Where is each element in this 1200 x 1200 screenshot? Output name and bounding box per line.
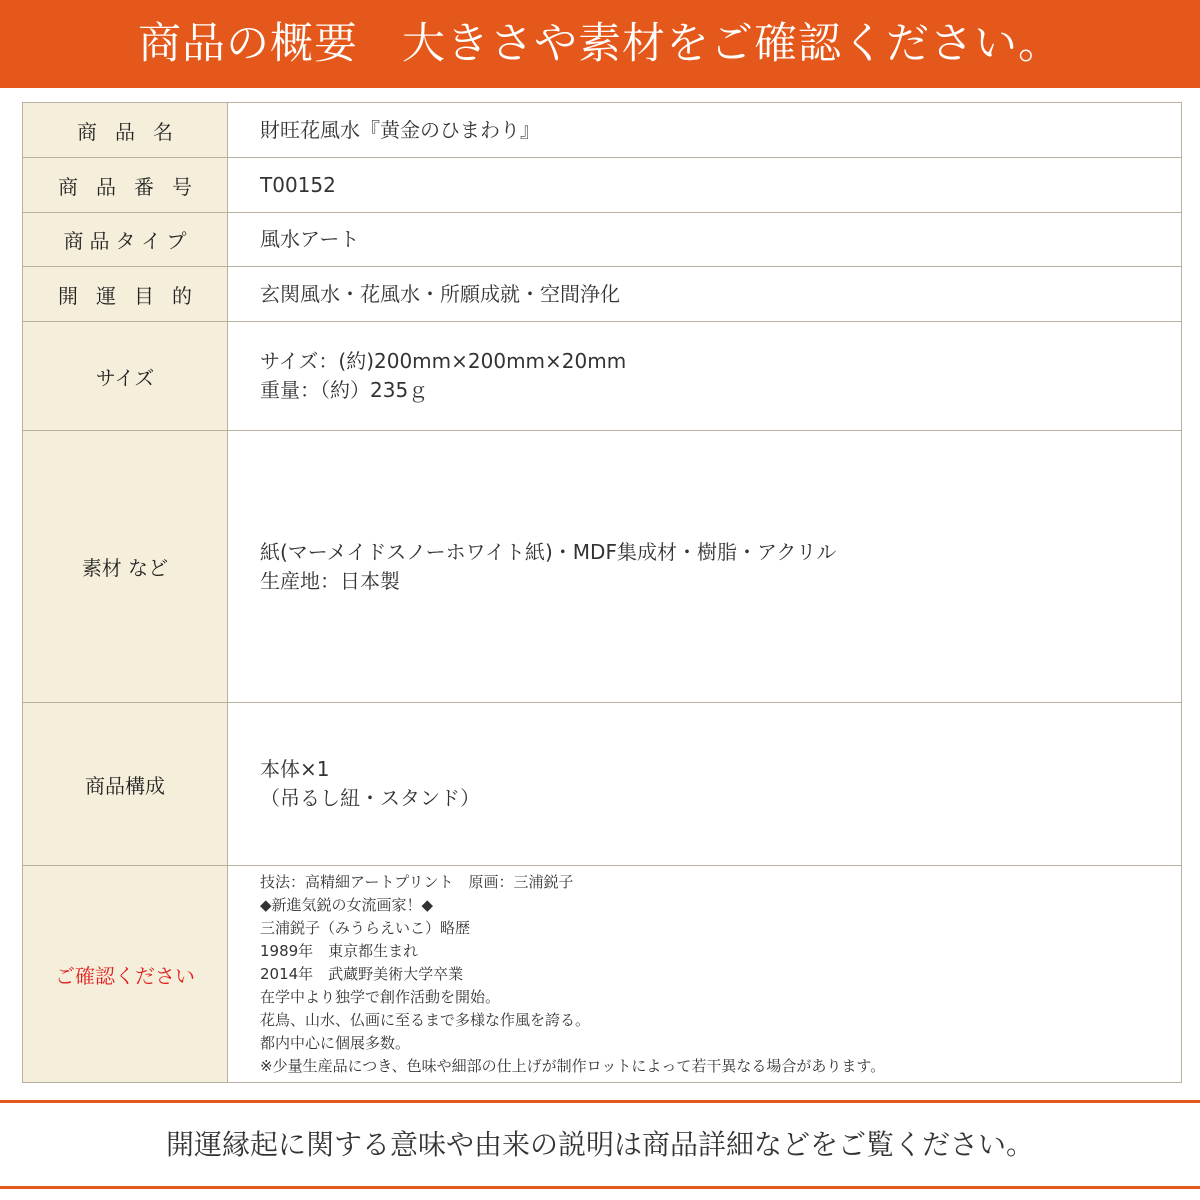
- row-label: 商品名: [77, 119, 191, 144]
- table-row: [23, 322, 1182, 431]
- row-value: 玄関風水・花風水・所願成就・空間浄化: [260, 281, 620, 306]
- origin-line: 生産地：日本製: [260, 568, 400, 593]
- row-label: 商品構成: [85, 773, 165, 798]
- label-notice: [23, 866, 228, 1083]
- table-row: [23, 158, 1182, 213]
- row-value: 風水アート: [260, 227, 360, 251]
- notice-line: ◆新進気鋭の女流画家！◆: [260, 895, 434, 914]
- table-row: [23, 703, 1182, 866]
- row-value: T00152: [260, 172, 336, 197]
- page-title: 商品の概要 大きさや素材をご確認ください。: [138, 19, 1062, 69]
- label-fortune-purpose: [23, 267, 228, 322]
- material-line: 紙(マーメイドスノーホワイト紙)・MDF集成材・樹脂・アクリル: [260, 539, 837, 564]
- label-product-number: [23, 158, 228, 213]
- value-product-number: [228, 158, 1182, 213]
- row-value: 財旺花風水『黄金のひまわり』: [260, 117, 540, 142]
- label-size: [23, 322, 228, 431]
- row-label: 商品番号: [58, 174, 210, 199]
- label-material: [23, 431, 228, 703]
- footer-divider-bottom: [0, 1186, 1200, 1189]
- notice-line: 1989年 東京都生まれ: [260, 941, 419, 960]
- table-row: [23, 213, 1182, 267]
- spec-table: [22, 102, 1182, 1083]
- weight-line: 重量：（約）235ｇ: [260, 378, 429, 402]
- accessories-line: （吊るし紐・スタンド）: [260, 786, 480, 810]
- notice-line: 2014年 武蔵野美術大学卒業: [260, 964, 464, 983]
- row-label: 開運目的: [58, 283, 210, 308]
- table-row: [23, 103, 1182, 158]
- notice-line: 在学中より独学で創作活動を開始。: [260, 987, 501, 1006]
- value-notice: [228, 866, 1182, 1083]
- notice-line: 花鳥、山水、仏画に至るまで多様な作風を誇る。: [260, 1010, 591, 1029]
- table-row: [23, 267, 1182, 322]
- value-size: [228, 322, 1182, 431]
- table-row: [23, 431, 1182, 703]
- notice-line: ※少量生産品につき、色味や細部の仕上げが制作ロットによって若干異なる場合があります。: [260, 1056, 886, 1075]
- table-row: [23, 866, 1182, 1083]
- notice-label: ご確認ください: [55, 963, 195, 988]
- value-material: [228, 431, 1182, 703]
- value-product-name: [228, 103, 1182, 158]
- row-label: 商品タイプ: [63, 229, 193, 253]
- label-product-name: [23, 103, 228, 158]
- value-product-type: [228, 213, 1182, 267]
- row-label: サイズ: [95, 365, 155, 390]
- contents-line: 本体×1: [260, 757, 330, 781]
- notice-line: 技法：高精細アートプリント 原画：三浦鋭子: [260, 872, 574, 891]
- notice-line: 都内中心に個展多数。: [260, 1033, 411, 1052]
- notice-line: 三浦鋭子（みうらえいこ）略歴: [260, 918, 471, 937]
- value-fortune-purpose: [228, 267, 1182, 322]
- row-label: 素材 など: [81, 556, 169, 580]
- label-product-type: [23, 213, 228, 267]
- label-contents: [23, 703, 228, 866]
- value-contents: [228, 703, 1182, 866]
- size-line: サイズ：(約)200mm×200mm×20mm: [260, 349, 627, 373]
- footer-note: 開運縁起に関する意味や由来の説明は商品詳細などをご覧ください。: [165, 1128, 1034, 1161]
